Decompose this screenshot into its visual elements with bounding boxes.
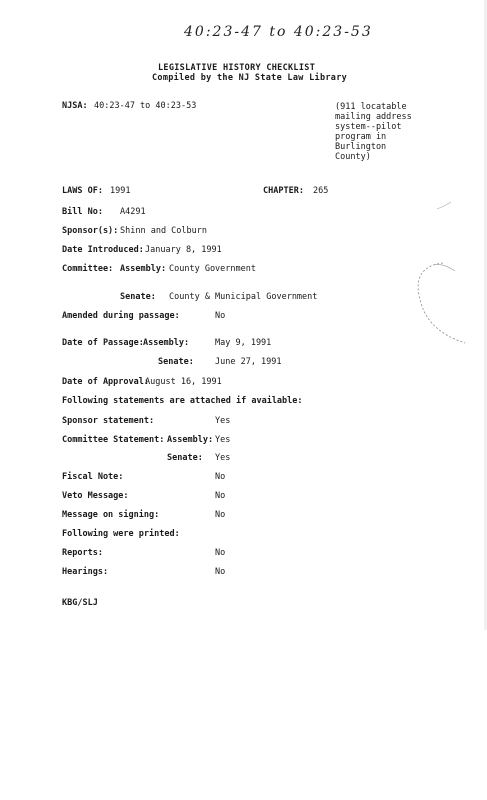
veto-message-value: No	[215, 491, 226, 501]
initials: KBG/SLJ	[62, 598, 98, 608]
committee-statement-assembly-label: Assembly:	[167, 435, 214, 445]
amended-label: Amended during passage:	[62, 311, 180, 321]
chapter-label: CHAPTER:	[263, 186, 304, 196]
message-signing-label: Message on signing:	[62, 510, 160, 520]
pen-dash-mark	[436, 200, 452, 212]
sponsor-statement-value: Yes	[215, 416, 231, 426]
njsa-label: NJSA:	[62, 101, 88, 111]
document-subtitle: Compiled by the NJ State Law Library	[152, 73, 348, 83]
margin-pen-marks	[405, 255, 475, 350]
hearings-label: Hearings:	[62, 567, 109, 577]
printed-heading: Following were printed:	[62, 529, 180, 539]
committee-statement-senate-label: Senate:	[167, 453, 203, 463]
introduced-value: January 8, 1991	[145, 245, 222, 255]
committee-statement-assembly-value: Yes	[215, 435, 231, 445]
sponsor-label: Sponsor(s):	[62, 226, 119, 236]
introduced-label: Date Introduced:	[62, 245, 144, 255]
chapter-value: 265	[313, 186, 329, 196]
document-title: LEGISLATIVE HISTORY CHECKLIST	[158, 63, 316, 73]
passage-assembly-label: Assembly:	[143, 338, 190, 348]
sponsor-value: Shinn and Colburn	[120, 226, 207, 236]
passage-assembly-value: May 9, 1991	[215, 338, 272, 348]
passage-senate-value: June 27, 1991	[215, 357, 282, 367]
approval-label: Date of Approval:	[62, 377, 149, 387]
committee-senate-value: County & Municipal Government	[169, 292, 318, 302]
attached-heading: Following statements are attached if available:	[62, 396, 303, 406]
handwritten-header: 40:23-47 to 40:23-53	[184, 24, 373, 40]
sponsor-statement-label: Sponsor statement:	[62, 416, 155, 426]
passage-senate-label: Senate:	[158, 357, 194, 367]
committee-label: Committee:	[62, 264, 114, 274]
laws-value: 1991	[110, 186, 131, 196]
reports-value: No	[215, 548, 226, 558]
passage-label: Date of Passage:	[62, 338, 144, 348]
committee-senate-label: Senate:	[120, 292, 156, 302]
committee-assembly-label: Assembly:	[120, 264, 167, 274]
bill-label: Bill No:	[62, 207, 103, 217]
subject-note: (911 locatable mailing address system--pilot program in Burlington County)	[335, 102, 412, 162]
approval-value: August 16, 1991	[145, 377, 222, 387]
hearings-value: No	[215, 567, 226, 577]
veto-message-label: Veto Message:	[62, 491, 129, 501]
committee-assembly-value: County Government	[169, 264, 256, 274]
committee-statement-senate-value: Yes	[215, 453, 231, 463]
laws-label: LAWS OF:	[62, 186, 103, 196]
message-signing-value: No	[215, 510, 226, 520]
fiscal-note-value: No	[215, 472, 226, 482]
amended-value: No	[215, 311, 226, 321]
committee-statement-label: Committee Statement:	[62, 435, 165, 445]
njsa-value: 40:23-47 to 40:23-53	[94, 101, 197, 111]
bill-value: A4291	[120, 207, 146, 217]
fiscal-note-label: Fiscal Note:	[62, 472, 124, 482]
reports-label: Reports:	[62, 548, 103, 558]
